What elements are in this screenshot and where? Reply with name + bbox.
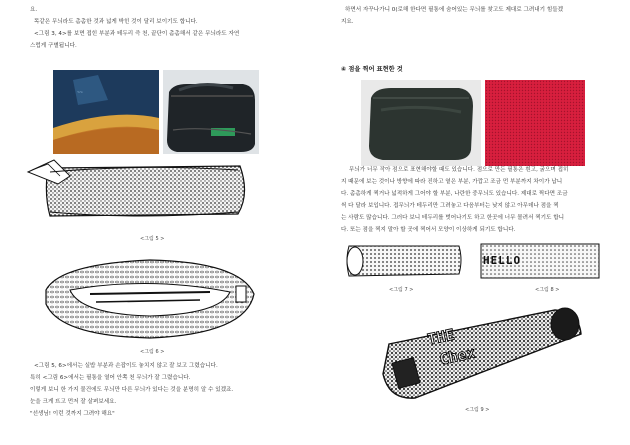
left-line-1: 요. bbox=[30, 7, 38, 13]
right-body-line-6: 다. 또는 점을 찍지 말아 할 곳에 찍어서 모양이 이상하게 되기도 합니다. bbox=[341, 227, 516, 233]
photo-dark-pouch bbox=[361, 80, 481, 166]
left-line-3: <그림 3, 4>를 보면 접힌 부분과 테두리 즉 천, 끝단이 촘촘해서 같은 무늬라도 자연 bbox=[34, 31, 240, 37]
thechex-line-2: Chex bbox=[437, 343, 478, 369]
left-bottom-line-5: "선생님! 이런 것까지 그려야 해요" bbox=[30, 411, 115, 417]
caption-figure-5: <그림 5 > bbox=[140, 236, 165, 242]
right-body-line-2: 지 때문에 보는 것이나 방향에 따라 진하고 옅은 부분, 가깝고 조금 먼 부분까지 차이가 납니 bbox=[341, 179, 563, 185]
section-heading: ④ 점을 찍어 표현한 것 bbox=[341, 66, 403, 73]
right-body-line-5: 는 사람도 많습니다. 그러다 보니 테두리를 벗어나기도 하고 한곳에 너무 몰려서 찍기도 합니 bbox=[341, 215, 565, 221]
left-bottom-line-2: 특히 <그림 6>에서는 필통을 열어 안쪽 천 무늬가 잘 그렸습니다. bbox=[30, 375, 191, 381]
caption-figure-6: <그림 6 > bbox=[140, 349, 165, 355]
right-body-line-1: 무늬가 너무 작아 점으로 표현해야할 때도 있습니다. 점으로 만든 필통은 흰고, 굵으며 접히 bbox=[349, 167, 569, 173]
left-line-4: 스럽게 구별됩니다. bbox=[30, 43, 77, 49]
right-line-2: 지요. bbox=[341, 19, 354, 25]
right-body-line-4: 씩 다 달라 보입니다. 접무늬가 테두리만 그려놓고 다음부터는 낮지 않고 아무데나 점을 찍 bbox=[341, 203, 559, 209]
sketch-figure-5 bbox=[18, 154, 258, 232]
left-line-2: 똑같은 무늬라도 촘촘한 것과 넓게 박힌 것이 달리 보이기도 합니다. bbox=[34, 19, 198, 25]
hello-text: HELLO bbox=[483, 254, 522, 267]
left-bottom-line-3: 이렇게 보니 한 가지 물건에도 무늬만 다른 무늬가 있다는 것을 분명히 알 수 있겠죠. bbox=[30, 387, 234, 393]
caption-figure-8: <그림 8 > bbox=[535, 287, 560, 293]
thechex-line-1: THE bbox=[425, 325, 457, 349]
sketch-figure-9 bbox=[375, 304, 585, 404]
right-body-line-3: 다. 촘촘하게 찍거나 넓적하게 그어야 할 부분, 나란한 중무늬도 있습니다. 제대로 찍다면 조금 bbox=[341, 191, 568, 197]
right-line-1: 하면서 자꾸나가니 0(로해 한다면 필통에 숨어있는 무늬를 찾고도 제대로 그려내기 힘들겠 bbox=[345, 7, 564, 13]
photo-figure-3 bbox=[53, 70, 159, 154]
photo-red-fabric bbox=[485, 80, 585, 166]
caption-figure-7: <그림 7 > bbox=[389, 287, 414, 293]
left-bottom-line-4: 눈을 크게 뜨고 먼저 잘 살펴보세요. bbox=[30, 399, 117, 405]
photo-figure-4 bbox=[163, 70, 259, 154]
svg-text:~~: ~~ bbox=[77, 90, 83, 96]
caption-figure-9: <그림 9 > bbox=[465, 407, 490, 413]
sketch-figure-7 bbox=[341, 240, 465, 282]
sketch-figure-6 bbox=[40, 250, 260, 346]
left-bottom-line-1: <그림 5, 6>에서는 실밥 부분과 손잡이도 놓치지 않고 잘 보고 그렸습니다. bbox=[34, 363, 218, 369]
